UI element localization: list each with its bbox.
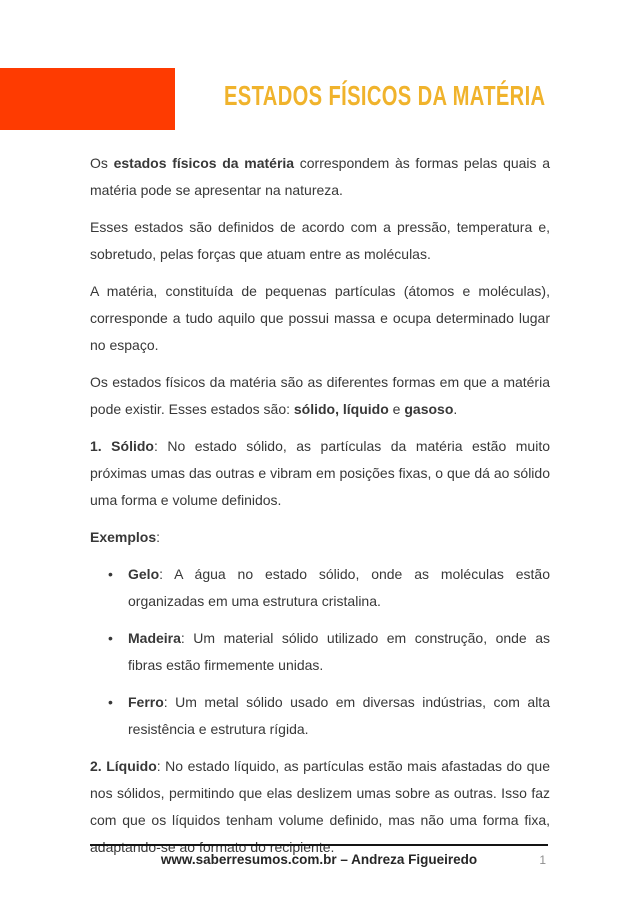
list-item	[128, 561, 550, 615]
text-segment: Os	[90, 155, 114, 171]
text-segment: e	[388, 401, 405, 417]
bullet-list	[90, 561, 550, 743]
accent-bar	[0, 68, 175, 130]
paragraph	[90, 278, 550, 359]
text-segment: A matéria, constituída de pequenas partículas (átomos e moléculas), corresponde a tudo aquilo que possui massa e ocupa determinado lugar no espaço.	[90, 283, 550, 353]
list-item	[128, 689, 550, 743]
paragraph	[90, 369, 550, 423]
text-segment: Gelo	[128, 566, 160, 582]
text-segment: sólido, líquido	[293, 401, 389, 417]
document-body	[90, 150, 550, 871]
paragraph	[90, 150, 550, 204]
site-credit: www.saberresumos.com.br – Andreza Figueiredo	[160, 852, 478, 867]
text-segment: gasoso	[404, 401, 454, 417]
text-segment: correspondem às formas pelas quais a matéria pode se apresentar na natureza.	[90, 155, 551, 198]
text-segment: Ferro	[128, 694, 164, 710]
text-segment: Exemplos	[90, 529, 157, 545]
text-segment: : A água no estado sólido, onde as moléculas estão organizadas em uma estrutura cristalina.	[128, 566, 550, 609]
text-segment: .	[453, 401, 458, 417]
text-segment: : No estado sólido, as partículas da matéria estão muito próximas umas das outras e vibram em posições fixas, o que dá ao sólido uma forma e volume definidos.	[90, 438, 550, 508]
text-segment: Esses estados são definidos de acordo com a pressão, temperatura e, sobretudo, pelas forças que atuam entre as moléculas.	[90, 219, 550, 262]
text-segment: : Um metal sólido usado em diversas indústrias, com alta resistência e estrutura rígida.	[128, 694, 550, 737]
text-segment: :	[156, 529, 161, 545]
paragraph	[90, 433, 550, 514]
text-segment: : Um material sólido utilizado em construção, onde as fibras estão firmemente unidas.	[128, 630, 550, 673]
text-segment: Madeira	[128, 630, 181, 646]
text-segment: 2. Líquido	[90, 758, 157, 774]
text-segment: 1. Sólido	[90, 438, 154, 454]
page-title: ESTADOS FÍSICOS DA MATÉRIA	[224, 80, 546, 111]
paragraph	[90, 214, 550, 268]
text-segment: estados físicos da matéria	[113, 155, 295, 171]
text-segment: : No estado líquido, as partículas estão mais afastadas do que nos sólidos, permitindo que elas deslizem umas sobre as outras. Isso faz com que os líquidos tenham volume definido, mas não uma forma fixa, adaptando-se ao formato do recipiente.	[90, 758, 550, 855]
footer-row	[90, 846, 548, 867]
text-segment: Os estados físicos da matéria são as diferentes formas em que a matéria pode existir. Esses estados são:	[90, 374, 550, 417]
paragraph	[90, 524, 550, 551]
list-item	[128, 625, 550, 679]
page-number: 1	[539, 853, 546, 867]
footer	[90, 844, 548, 867]
